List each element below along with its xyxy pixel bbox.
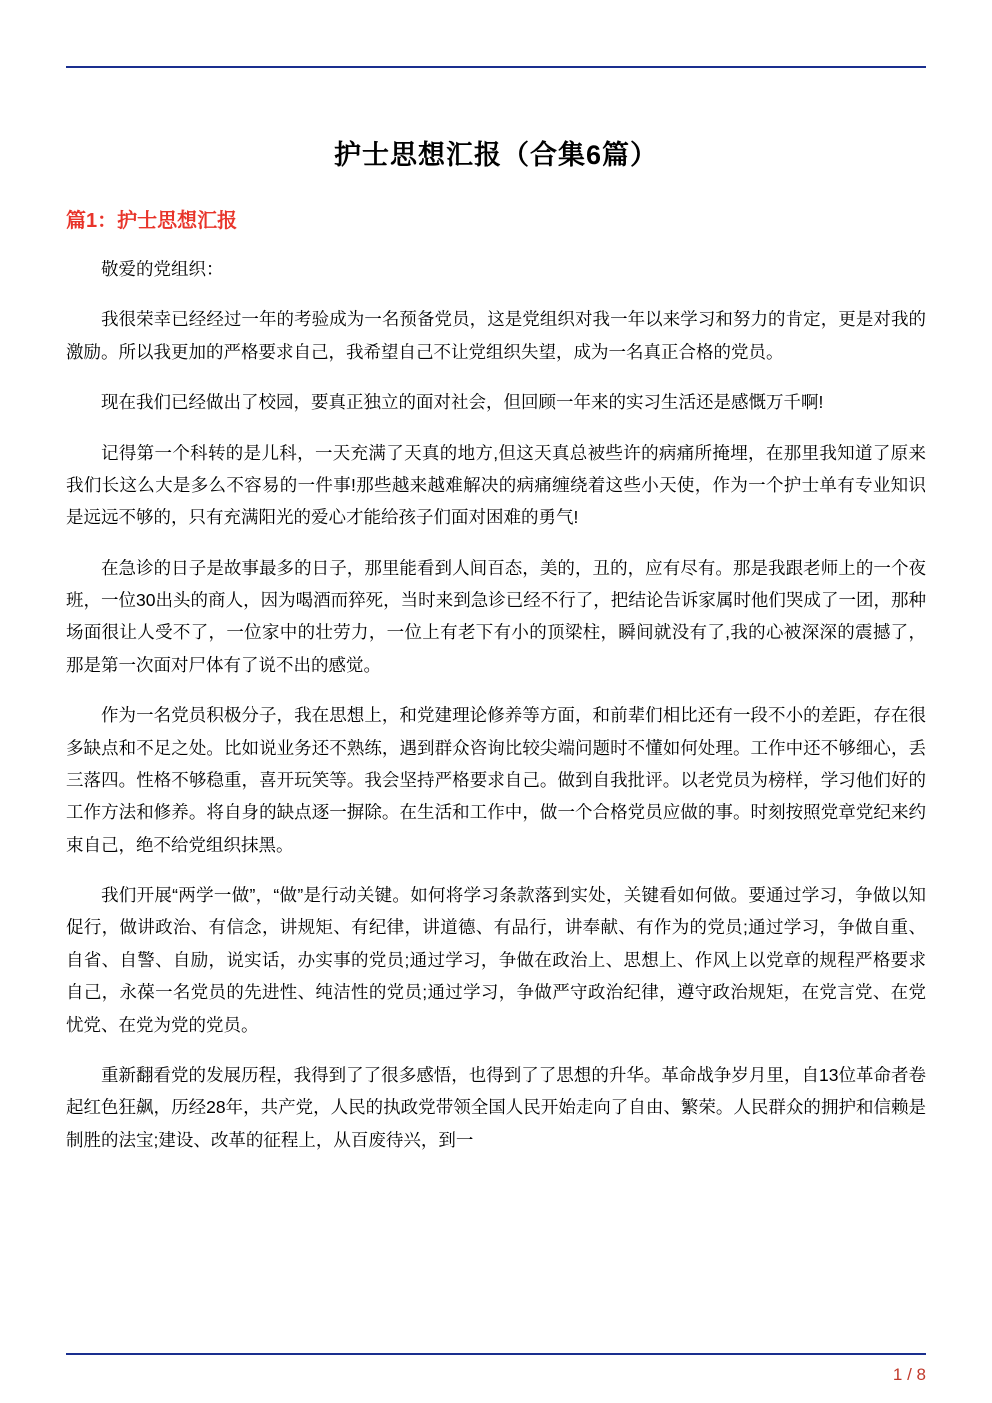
paragraph: 在急诊的日子是故事最多的日子，那里能看到人间百态，美的，丑的，应有尽有。那是我跟老师上的一个夜班，一位30出头的商人，因为喝酒而猝死，当时来到急诊已经不行了，把结论告诉家属时他们哭成了一团，那种场面很让人受不了，一位家中的壮劳力，一位上有老下有小的顶梁柱，瞬间就没有了,我的心被深深的震撼了，那是第一次面对尸体有了说不出的感觉。 <box>66 557 926 675</box>
paragraph: 重新翻看党的发展历程，我得到了了很多感悟，也得到了了思想的升华。革命战争岁月里，自13位革命者卷起红色狂飙，历经28年，共产党，人民的执政党带领全国人民开始走向了自由、繁荣。人民群众的拥护和信赖是制胜的法宝;建设、改革的征程上，从百废待兴，到一 <box>66 1064 926 1150</box>
document-content <box>66 96 926 1156</box>
paragraph: 敬爱的党组织： <box>101 259 224 280</box>
paragraph: 作为一名党员积极分子，我在思想上，和党建理论修养等方面，和前辈们相比还有一段不小的差距，存在很多缺点和不足之处。比如说业务还不熟练，遇到群众咨询比较尖端问题时不懂如何处理。工作中还不够细心，丢三落四。性格不够稳重，喜开玩笑等。我会坚持严格要求自己。做到自我批评。以老党员为榜样，学习他们好的工作方法和修养。将自身的缺点逐一摒除。在生活和工作中，做一个合格党员应做的事。时刻按照党章党纪来约束自己，绝不给党组织抹黑。 <box>66 705 926 855</box>
paragraph: 记得第一个科转的是儿科，一天充满了天真的地方,但这天真总被些许的病痛所掩埋，在那里我知道了原来我们长这么大是多么不容易的一件事!那些越来越难解决的病痛缠绕着这些小天使，作为一个护士单有专业知识是远远不够的，只有充满阳光的爱心才能给孩子们面对困难的勇气! <box>66 442 926 528</box>
section-heading: 篇1：护士思想汇报 <box>66 210 238 233</box>
paragraph: 我很荣幸已经经过一年的考验成为一名预备党员，这是党组织对我一年以来学习和努力的肯定，更是对我的激励。所以我更加的严格要求自己，我希望自己不让党组织失望，成为一名真正合格的党员。 <box>66 309 926 362</box>
page-title: 护士思想汇报（合集6篇） <box>333 140 658 170</box>
header-divider <box>66 66 926 68</box>
paragraph: 现在我们已经做出了校园，要真正独立的面对社会，但回顾一年来的实习生活还是感慨万千啊! <box>101 392 824 413</box>
paragraph: 我们开展“两学一做”，“做”是行动关键。如何将学习条款落到实处，关键看如何做。要通过学习，争做以知促行，做讲政治、有信念，讲规矩、有纪律，讲道德、有品行，讲奉献、有作为的党员;通过学习，争做自重、自省、自警、自励，说实话，办实事的党员;通过学习，争做在政治上、思想上、作风上以党章的规程严格要求自己，永葆一名党员的先进性、纯洁性的党员;通过学习，争做严守政治纪律，遵守政治规矩，在党言党、在党忧党、在党为党的党员。 <box>66 885 926 1035</box>
page-number: 1 / 8 <box>892 1365 926 1384</box>
footer-divider <box>66 1353 926 1355</box>
